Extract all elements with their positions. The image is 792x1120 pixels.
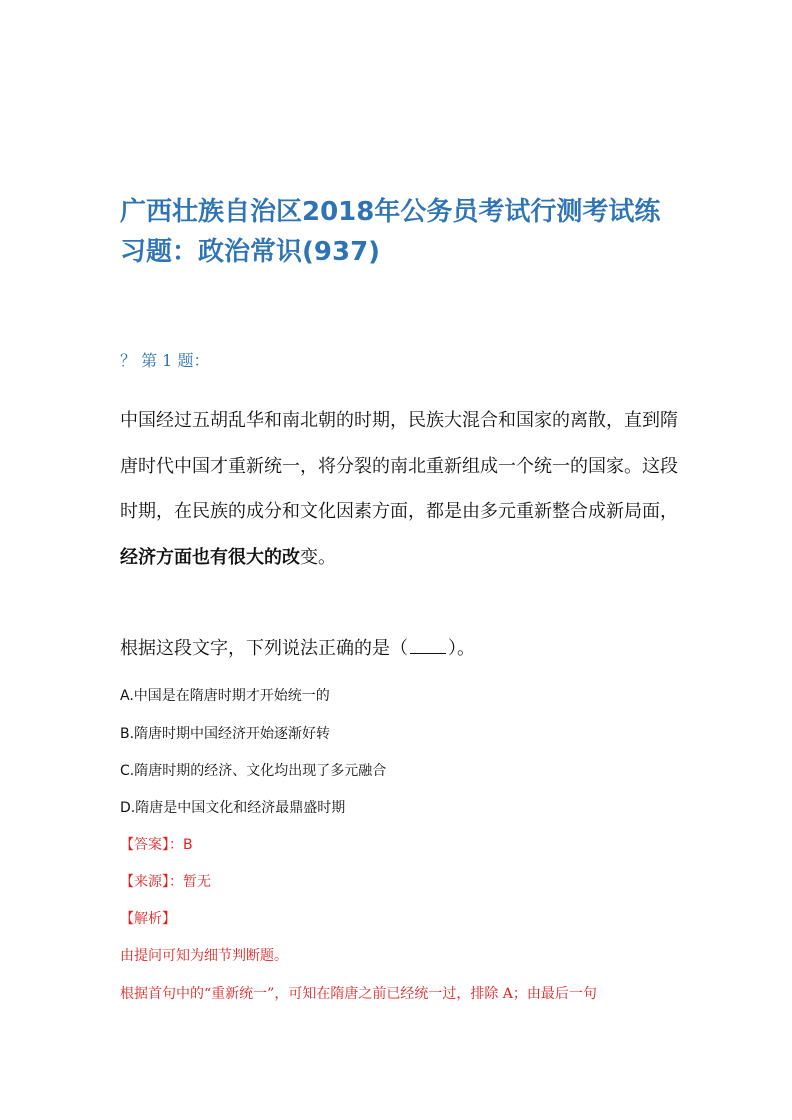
answer-label: 【答案】： <box>120 837 183 853</box>
option-letter: B. <box>120 726 135 742</box>
analysis-line-2: 根据首句中的“重新统一”，可知在隋唐之前已经统一过，排除 A；由最后一句 <box>120 986 597 1002</box>
option-text: 中国是在隋唐时期才开始统一的 <box>133 688 330 704</box>
source-value: 暂无 <box>183 874 211 890</box>
question-stem <box>120 634 680 664</box>
answer-line <box>120 834 680 856</box>
option-c <box>120 760 680 782</box>
analysis-label: 【解析】 <box>120 911 176 927</box>
option-text: 隋唐时期的经济、文化均出现了多元融合 <box>134 763 387 779</box>
passage-text: 中国经过五胡乱华和南北朝的时期，民族大混合和国家的离散，直到隋唐时代中国才重新统一，将分裂的南北重新组成一个统一的国家。这段时期，在民族的成分和文化因素方面，都是由多元重新整合成新局面， <box>120 410 678 522</box>
passage-bold-text: 经济方面也有很大的改 <box>120 546 300 568</box>
option-d <box>120 797 680 819</box>
source-label: 【来源】： <box>120 874 183 890</box>
question-prefix: 根据这段文字，下列说法正确的是（ <box>120 638 408 659</box>
option-letter: A. <box>120 688 134 704</box>
analysis-line-1: 由提问可知为细节判断题。 <box>120 948 288 964</box>
option-letter: D. <box>120 800 136 816</box>
answer-value: B <box>183 837 193 853</box>
question-suffix: ）。 <box>448 638 475 659</box>
option-text: 隋唐是中国文化和经济最鼎盛时期 <box>135 800 346 816</box>
question-number-label: ？ 第 1 题： <box>120 351 210 370</box>
question-passage <box>120 398 680 580</box>
option-b <box>120 723 680 745</box>
document-title: 广西壮族自治区2018年公务员考试行测考试练习题：政治常识(937) <box>120 197 661 267</box>
option-a <box>120 685 680 707</box>
passage-text-end: 变。 <box>300 546 336 568</box>
source-line <box>120 871 680 893</box>
answer-blank <box>410 635 446 654</box>
option-text: 隋唐时期中国经济开始逐渐好转 <box>134 726 331 742</box>
option-letter: C. <box>120 763 135 779</box>
